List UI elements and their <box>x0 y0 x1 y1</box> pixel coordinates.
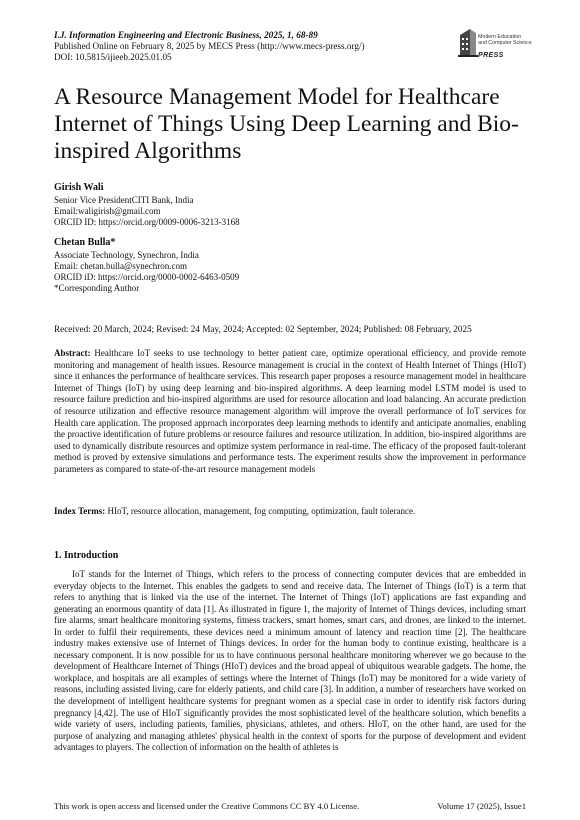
journal-header <box>54 30 365 63</box>
logo-press: PRESS <box>478 52 504 59</box>
author-name: Chetan Bulla* <box>54 237 116 248</box>
journal-citation: I.J. Information Engineering and Electronic Business, 2025, 1, 68-89 <box>54 30 318 40</box>
abstract <box>54 348 526 476</box>
author-orcid: ORCID iD: https://orcid.org/0000-0002-6463-0509 <box>54 271 240 282</box>
abstract-text: Healthcare IoT seeks to use technology to better patient care, optimize operational efficiency, and provide remote monitoring and management of health issues. Resource management is crucial in the context of Health Internet of Things (HIoT) since it enhances the performance of healthcare services. This research paper proposes a resource management model in healthcare Internet of Things (IoT) by using deep learning and bio-inspired algorithms. A deep learning model LSTM model is used to resource failure prediction and bio-inspired algorithms are used for resource allocation and load balancing. An accurate prediction of resource utilization and effective resource management algorithm will improve the overall performance of IoT services for Health care application. The proposed approach incorporates deep learning methods to identify and anticipate anomalies, enabling the proactive identification of future problems or resource failures and resource utilization. In addition, bio-inspired algorithms are used to dynamically distribute resources and optimize system performance in real-time. The efficacy of the proposed fault-tolerant method is proved by extensive simulations and performance tests. The experiment results show the improvement in performance parameters as compared to state-of-the-art resource management models <box>54 348 527 474</box>
logo-text: Modern Education and Computer Science <box>478 34 532 46</box>
author-email: Email:waligirish@gmail.com <box>54 205 161 216</box>
author-affiliation: Associate Technology, Synechron, India <box>54 249 199 260</box>
index-terms <box>54 506 526 516</box>
author-name: Girish Wali <box>54 182 104 193</box>
index-terms-text: HIoT, resource allocation, management, fog computing, optimization, fault tolerance. <box>107 506 416 516</box>
logo-mark-icon <box>458 25 478 59</box>
introduction-text: IoT stands for the Internet of Things, which refers to the process of connecting computer devices that are embedded in everyday objects to the Internet. This enables the gadgets to send and receive data. The Internet of Things (IoT) is a term that refers to anything that is linked via the use of the internet. The Internet of Things (IoT) applications are fast expanding and generating an enormous quantity of data [1]. As illustrated in figure 1, the majority of Internet of Things devices, including smart fire alarms, smart healthcare monitoring systems, fitness trackers, smart homes, smart cars, and drones, are linked to the internet. In order to fulfil their requirements, these devices need a minimum amount of latency and reaction time [2]. The healthcare industry makes extensive use of Internet of Things devices. In order for the human body to continue existing, healthcare is a necessary component. It is now possible for us to have continuous personal healthcare monitoring wherever we go because to the development of Healthcare Internet of Things (HIoT) devices and the broad appeal of ubiquitous wearable gadgets. The home, the workplace, and hospitals are all examples of settings where the Internet of Things (IoT) may be monitored for a wide variety of reasons, including assisted living, care for elderly patients, and child care [3]. In addition, a number of researchers have worked on the development of intelligent healthcare systems for pregnant women as a special case in order to identify risk factors during pregnancy [4,42]. The use of HIoT significantly provides the most sophisticated level of the healthcare solution, which benefits a wide variety of users, including patients, families, physicians, athletes, and others. HIoT, on the other hand, are used for the purpose of analyzing and managing athletes' physical health in the context of sports for the purpose of development and evident advantages to players. The collection of information on the health of athletes is <box>54 569 526 753</box>
abstract-label: Abstract: <box>54 348 91 358</box>
section-heading: 1. Introduction <box>54 550 119 561</box>
author-orcid: ORCID ID: https://orcid.org/0009-0006-3213-3168 <box>54 216 240 227</box>
license-note: This work is open access and licensed under the Creative Commons CC BY 4.0 License. <box>54 801 360 811</box>
author-email: Email: chetan.bulla@synechron.com <box>54 260 187 271</box>
page-footer <box>54 801 526 811</box>
published-online: Published Online on February 8, 2025 by MECS Press (http://www.mecs-press.org/) <box>54 41 365 51</box>
author-block-1 <box>54 182 240 228</box>
author-affiliation: Senior Vice PresidentCITI Bank, India <box>54 194 194 205</box>
corresponding-note: *Corresponding Author <box>54 283 140 294</box>
author-block-2 <box>54 237 239 294</box>
received-dates: Received: 20 March, 2024; Revised: 24 May, 2024; Accepted: 02 September, 2024; Published: 08 February, 2025 <box>54 324 472 334</box>
index-terms-label: Index Terms: <box>54 506 106 516</box>
volume-issue: Volume 17 (2025), Issue1 <box>437 801 526 811</box>
mecs-press-logo <box>458 25 550 67</box>
paper-title: A Resource Management Model for Healthcare Internet of Things Using Deep Learning and Bio-inspired Algorithms <box>54 84 519 164</box>
doi-line: DOI: 10.5815/ijieeb.2025.01.05 <box>54 52 172 62</box>
